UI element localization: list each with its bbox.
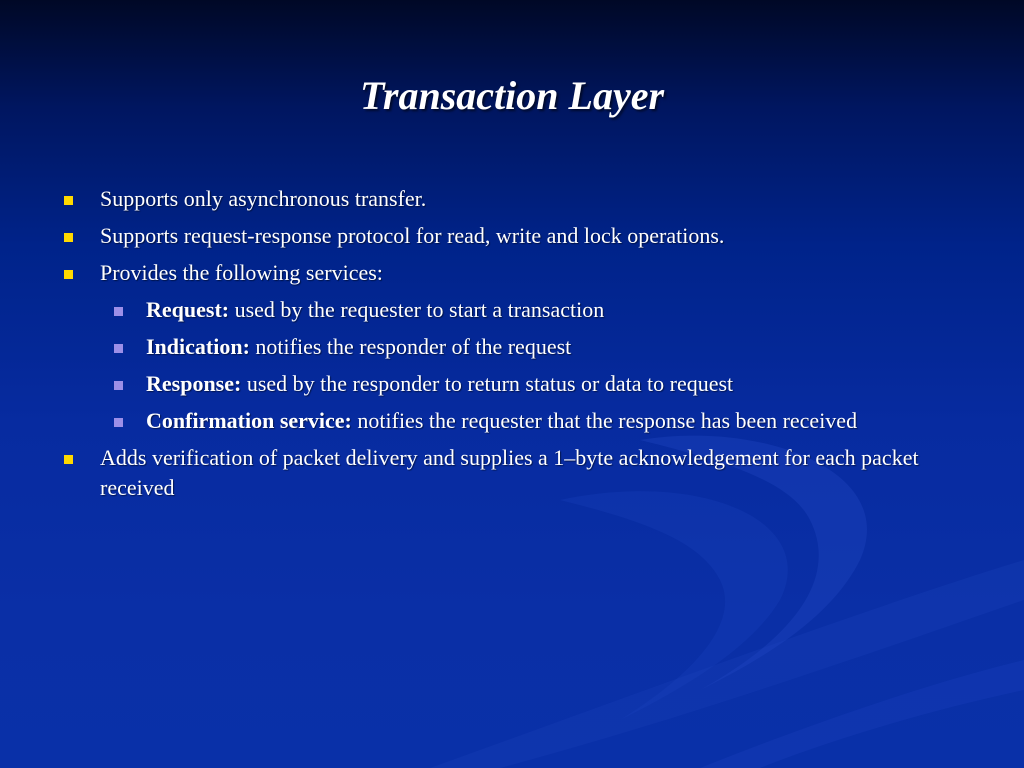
bullet-text: Adds verification of packet delivery and supplies a 1–byte acknowledgement for each packet received [100,445,919,500]
square-bullet-icon [64,196,73,205]
bullet-text: Supports request-response protocol for read, write and lock operations. [100,223,725,248]
service-description: used by the responder to return status or data to request [241,371,734,396]
sub-bullet-item [0,369,976,399]
sub-bullet-item [0,406,976,436]
square-sub-bullet-icon [114,418,123,427]
square-bullet-icon [64,455,73,464]
service-description: notifies the requester that the response has been received [351,408,858,433]
sub-bullet-item [0,295,976,325]
square-sub-bullet-icon [114,344,123,353]
square-bullet-icon [64,233,73,242]
square-sub-bullet-icon [114,381,123,390]
service-term: Request: [146,297,230,322]
bullet-item [0,443,970,503]
service-term: Response: [146,371,242,396]
square-bullet-icon [64,270,73,279]
bullet-item [0,258,970,288]
bullet-item [0,221,970,251]
service-term: Indication: [146,334,250,359]
bullet-item [0,184,970,214]
square-sub-bullet-icon [114,307,123,316]
service-description: used by the requester to start a transaction [229,297,605,322]
bullet-text: Supports only asynchronous transfer. [100,186,427,211]
service-description: notifies the responder of the request [249,334,572,359]
slide-title: Transaction Layer [359,73,665,118]
service-term: Confirmation service: [146,408,352,433]
bullet-text: Provides the following services: [100,260,383,285]
bullet-list [0,184,1024,510]
sub-bullet-item [0,332,976,362]
